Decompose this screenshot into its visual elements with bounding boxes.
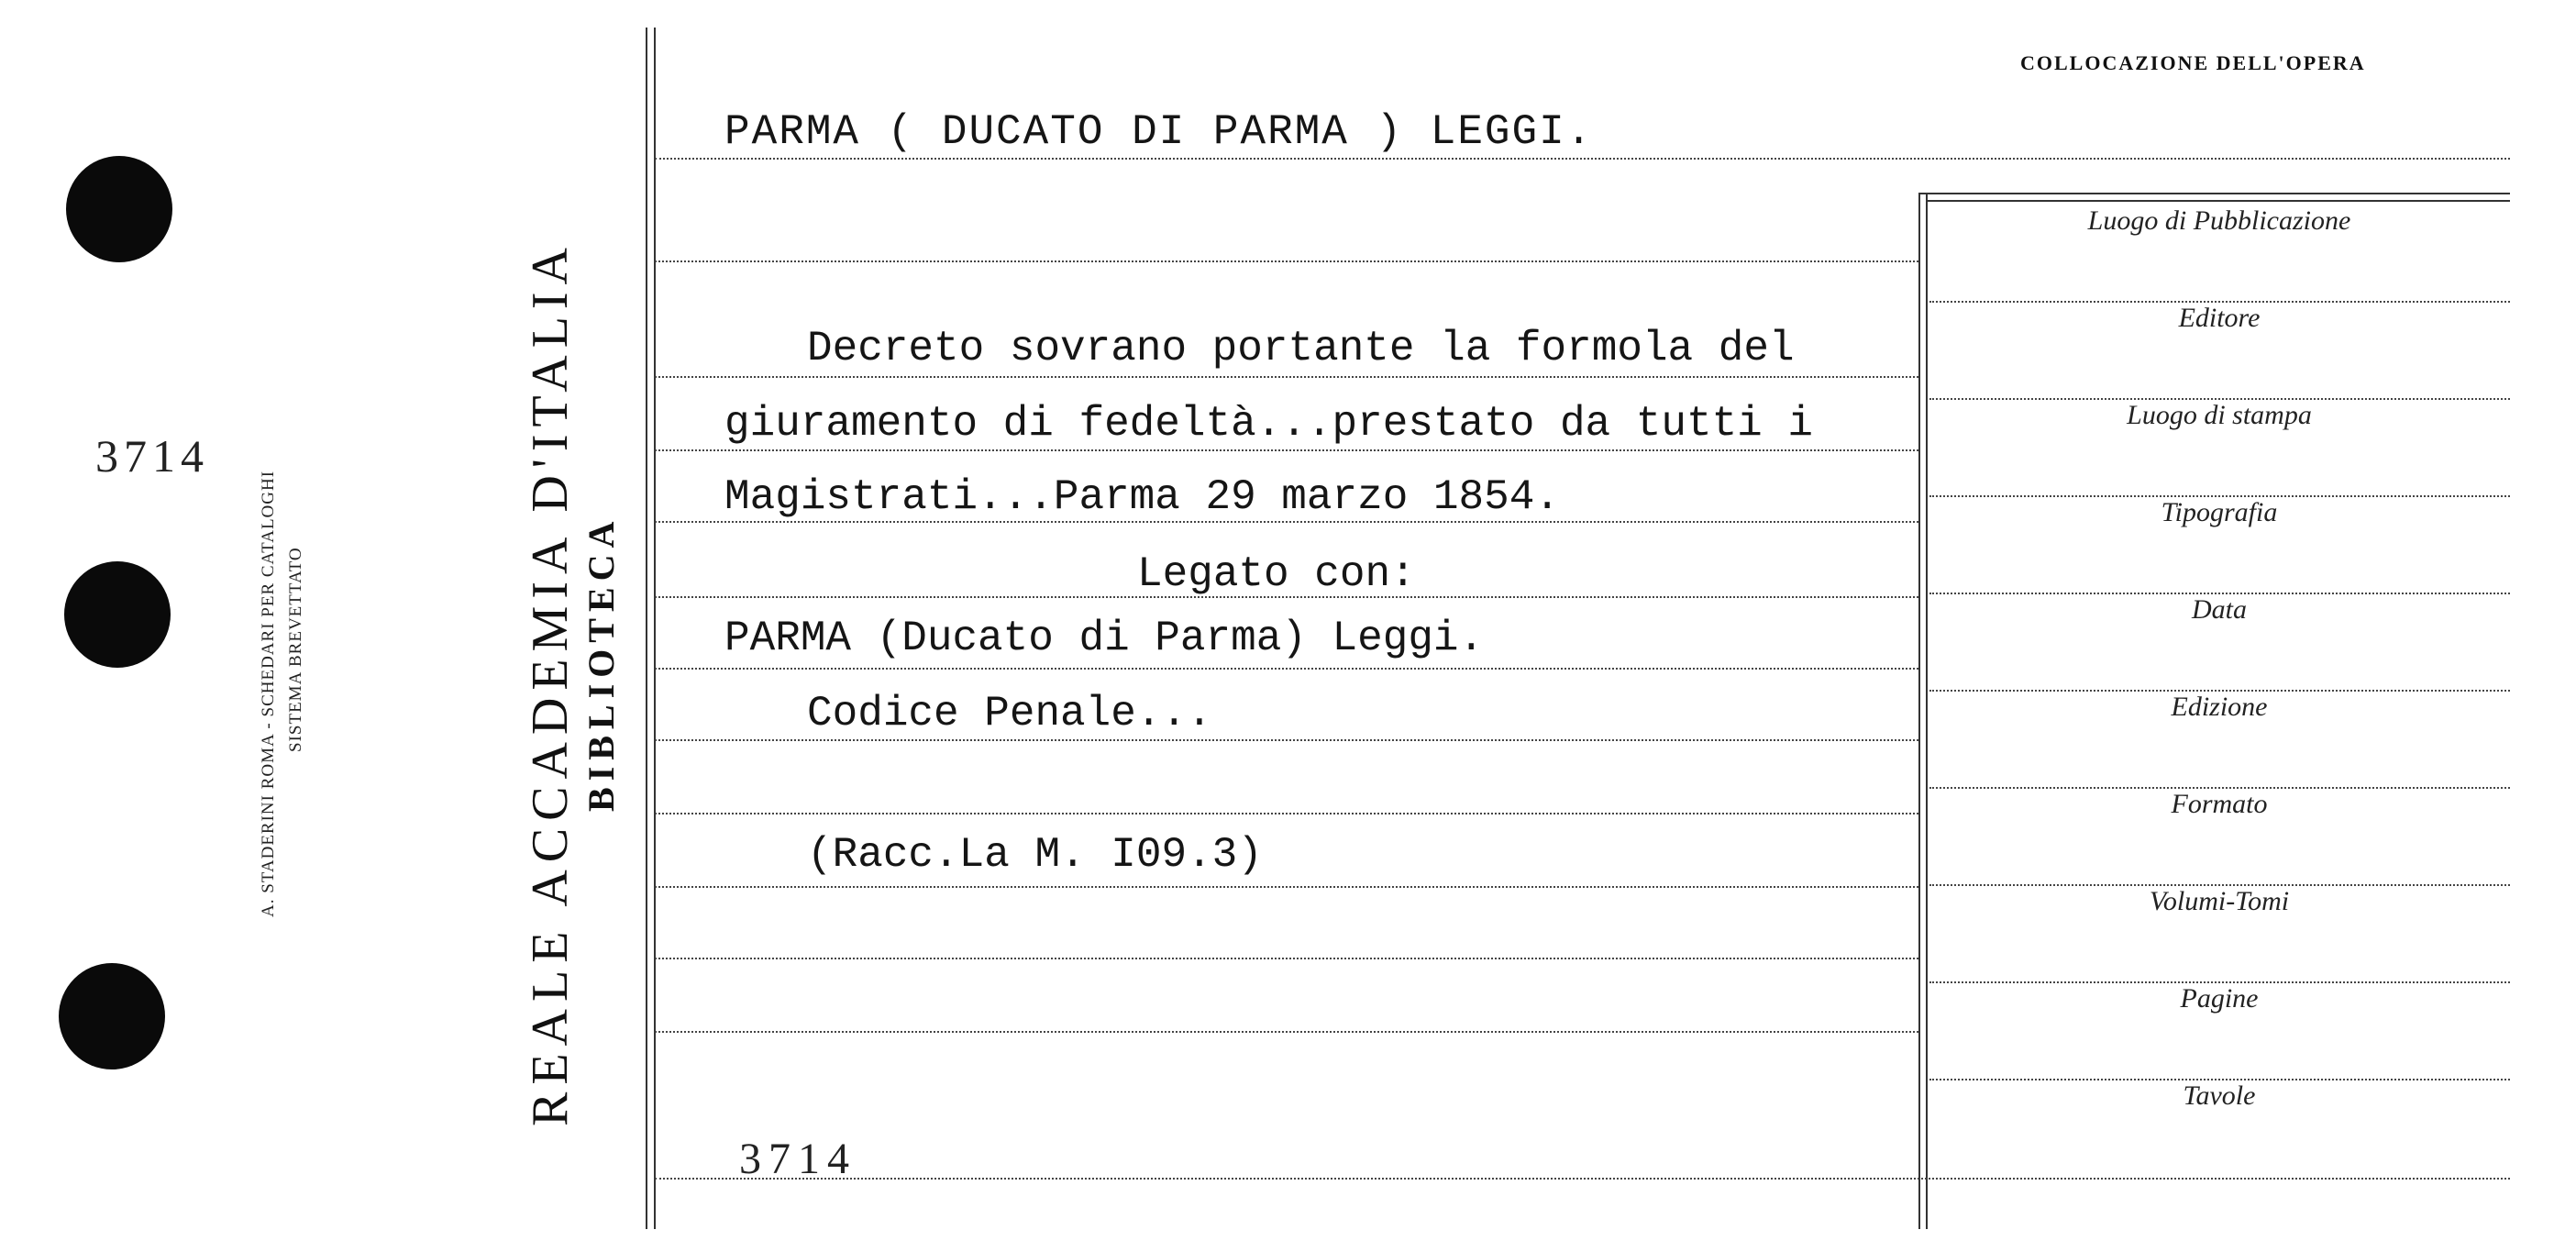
entry-line-2: giuramento di fedeltà...prestato da tutti i xyxy=(724,400,1813,448)
department-name: BIBLIOTECA xyxy=(580,515,622,812)
right-panel-top-rule xyxy=(1918,193,2510,194)
right-panel-top-rule-inner xyxy=(1926,200,2510,202)
field-tipografia: Tipografia xyxy=(2161,497,2278,527)
ruled-line xyxy=(655,813,1918,814)
left-border-line xyxy=(646,28,647,1229)
field-formato: Formato xyxy=(2171,789,2268,819)
ruled-line xyxy=(655,158,2510,160)
ruled-line xyxy=(655,668,1918,670)
footer-number: 3714 xyxy=(739,1135,857,1183)
field-volumi-tomi: Volumi-Tomi xyxy=(2149,886,2290,916)
ruled-line xyxy=(655,958,1918,959)
ruled-line xyxy=(655,739,1918,741)
ruled-line xyxy=(655,1031,1918,1033)
field-luogo-pubblicazione: Luogo di Pubblicazione xyxy=(2087,205,2351,236)
stub-number: 3714 xyxy=(95,430,209,482)
collocazione-label: COLLOCAZIONE DELL'OPERA xyxy=(2020,51,2366,74)
field-edizione: Edizione xyxy=(2171,692,2268,722)
ruled-line xyxy=(655,449,1918,451)
ruled-line xyxy=(655,521,1918,523)
printer-imprint: A. STADERINI ROMA - SCHEDARI PER CATALOGHI xyxy=(259,470,278,917)
field-pagine: Pagine xyxy=(2180,983,2259,1014)
entry-heading: PARMA ( DUCATO DI PARMA ) LEGGI. xyxy=(724,108,1594,156)
entry-line-3: Magistrati...Parma 29 marzo 1854. xyxy=(724,473,1560,521)
punch-hole-bottom xyxy=(59,963,165,1069)
field-tavole: Tavole xyxy=(2183,1080,2256,1111)
institution-name: REALE ACCADEMIA D'ITALIA xyxy=(522,240,579,1126)
ruled-line xyxy=(655,1178,2510,1180)
entry-line-1: Decreto sovrano portante la formola del xyxy=(807,325,1795,372)
field-data: Data xyxy=(2192,594,2247,625)
ruled-line xyxy=(655,260,1918,262)
entry-line-4: Legato con: xyxy=(1137,550,1416,598)
entry-line-5: PARMA (Ducato di Parma) Leggi. xyxy=(724,615,1485,662)
right-panel-border xyxy=(1918,193,1920,1229)
punch-hole-top xyxy=(66,156,172,262)
ruled-line xyxy=(655,886,1918,888)
ruled-line xyxy=(655,376,1918,378)
field-luogo-stampa: Luogo di stampa xyxy=(2127,400,2312,430)
punch-hole-middle xyxy=(64,561,171,668)
field-editore: Editore xyxy=(2178,303,2261,333)
entry-line-6: Codice Penale... xyxy=(807,690,1212,737)
entry-line-7: (Racc.La M. I09.3) xyxy=(807,831,1263,879)
printer-patent-note: SISTEMA BREVETTATO xyxy=(286,547,305,752)
left-border-line-inner xyxy=(654,28,656,1229)
